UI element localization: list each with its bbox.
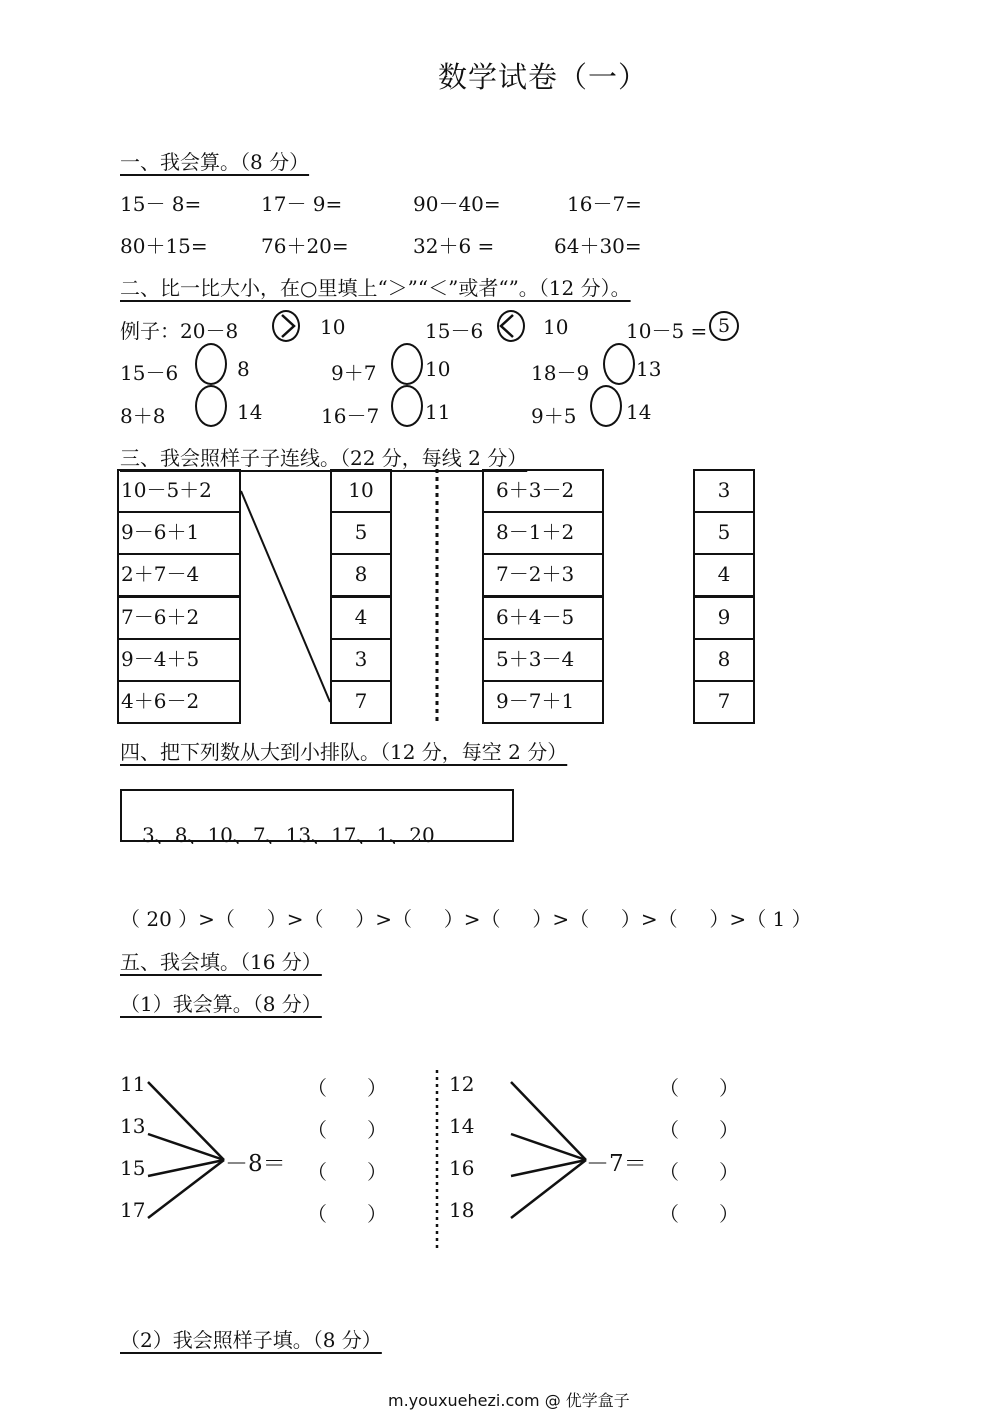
section-3-heading: 三、我会照样子子连线。（22 分，每线 2 分） bbox=[120, 446, 528, 470]
compare-right: 10 bbox=[425, 357, 451, 381]
match-answer-box[interactable]: 5 bbox=[330, 511, 392, 555]
subsection-2-heading: （2）我会照样子填。（8 分） bbox=[120, 1328, 382, 1352]
s1-item: 17－ 9= bbox=[261, 192, 343, 216]
s1-item: 16－7= bbox=[567, 192, 642, 216]
page-title: 数学试卷（一） bbox=[438, 60, 649, 94]
match-expression-box[interactable]: 6＋3－2 bbox=[482, 469, 604, 513]
answer-blank[interactable]: （ ） bbox=[307, 1118, 387, 1142]
ordering-blanks[interactable]: （ 20 ）>（ ）>（ ）>（ ）>（ ）>（ ）>（ ）>（ 1 ） bbox=[120, 907, 812, 931]
compare-left: 18－9 bbox=[531, 361, 590, 385]
answer-blank[interactable]: （ ） bbox=[659, 1118, 739, 1142]
match-expression-box[interactable]: 9－7＋1 bbox=[482, 680, 604, 724]
compare-right: 14 bbox=[237, 400, 263, 424]
s1-item: 64＋30= bbox=[554, 234, 642, 258]
match-expression-box[interactable]: 2＋7－4 bbox=[117, 553, 241, 597]
subsection-1-heading: （1）我会算。（8 分） bbox=[120, 992, 322, 1016]
subtract-operator: －8＝ bbox=[225, 1151, 286, 1177]
minuend-number: 11 bbox=[120, 1072, 146, 1096]
match-answer-box[interactable]: 4 bbox=[693, 553, 755, 597]
example-left: 10－5 = bbox=[626, 319, 708, 343]
less-than-glyph bbox=[501, 315, 513, 337]
s1-item: 90－40= bbox=[413, 192, 501, 216]
match-answer-box[interactable]: 7 bbox=[330, 680, 392, 724]
match-expression-box[interactable]: 10－5＋2 bbox=[117, 469, 241, 513]
match-answer-box[interactable]: 10 bbox=[330, 469, 392, 513]
match-expression-box[interactable]: 6＋4－5 bbox=[482, 596, 604, 640]
example-label: 例子：20－8 bbox=[120, 319, 239, 343]
match-expression-box[interactable]: 4＋6－2 bbox=[117, 680, 241, 724]
answer-blank[interactable]: （ ） bbox=[307, 1076, 387, 1100]
compare-left: 15－6 bbox=[120, 361, 179, 385]
match-answer-box[interactable]: 7 bbox=[693, 680, 755, 724]
match-answer-box[interactable]: 8 bbox=[693, 638, 755, 682]
match-expression-box[interactable]: 9－6＋1 bbox=[117, 511, 241, 555]
example-left: 15－6 bbox=[425, 319, 484, 343]
footer-watermark: m.youxuehezi.com @ 优学盒子 bbox=[388, 1391, 630, 1410]
s1-item: 15－ 8= bbox=[120, 192, 202, 216]
match-expression-box[interactable]: 5＋3－4 bbox=[482, 638, 604, 682]
match-answer-box[interactable]: 3 bbox=[330, 638, 392, 682]
section-1-heading: 一、我会算。（8 分） bbox=[120, 150, 310, 174]
section-2-heading: 二、比一比大小，在○里填上“＞”“＜”或者“”。（12 分）。 bbox=[120, 276, 631, 300]
match-answer-box[interactable]: 3 bbox=[693, 469, 755, 513]
match-expression-box[interactable]: 7－6＋2 bbox=[117, 596, 241, 640]
match-answer-box[interactable]: 8 bbox=[330, 553, 392, 597]
subtract-operator: －7＝ bbox=[586, 1151, 647, 1177]
compare-left: 8＋8 bbox=[120, 404, 166, 428]
match-answer-box[interactable]: 5 bbox=[693, 511, 755, 555]
minuend-number: 18 bbox=[449, 1198, 475, 1222]
answer-blank[interactable]: （ ） bbox=[307, 1160, 387, 1184]
number-set: 3、8、10、7、13、17、1、20 bbox=[142, 823, 435, 847]
minuend-number: 17 bbox=[120, 1198, 146, 1222]
example-right: 10 bbox=[543, 315, 569, 339]
match-answer-box[interactable]: 9 bbox=[693, 596, 755, 640]
match-answer-box[interactable]: 4 bbox=[330, 596, 392, 640]
compare-left: 9＋5 bbox=[531, 404, 577, 428]
compare-right: 14 bbox=[626, 400, 652, 424]
compare-right: 11 bbox=[425, 400, 451, 424]
answer-blank[interactable]: （ ） bbox=[659, 1076, 739, 1100]
compare-left: 9＋7 bbox=[331, 361, 377, 385]
answer-blank[interactable]: （ ） bbox=[659, 1160, 739, 1184]
greater-than-glyph bbox=[282, 315, 294, 337]
minuend-number: 13 bbox=[120, 1114, 146, 1138]
match-expression-box[interactable]: 9－4＋5 bbox=[117, 638, 241, 682]
minuend-number: 12 bbox=[449, 1072, 475, 1096]
s1-item: 80＋15= bbox=[120, 234, 208, 258]
compare-right: 8 bbox=[237, 357, 250, 381]
sample-match-line bbox=[241, 491, 330, 702]
compare-left: 16－7 bbox=[321, 404, 380, 428]
section-5-heading: 五、我会填。（16 分） bbox=[120, 950, 322, 974]
compare-right: 13 bbox=[636, 357, 662, 381]
example-circle-equal: 5 bbox=[709, 311, 739, 341]
answer-blank[interactable]: （ ） bbox=[307, 1202, 387, 1226]
match-expression-box[interactable]: 8－1＋2 bbox=[482, 511, 604, 555]
example-right: 10 bbox=[320, 315, 346, 339]
answer-blank[interactable]: （ ） bbox=[659, 1202, 739, 1226]
match-expression-box[interactable]: 7－2＋3 bbox=[482, 553, 604, 597]
minuend-number: 16 bbox=[449, 1156, 475, 1180]
section-4-heading: 四、把下列数从大到小排队。（12 分，每空 2 分） bbox=[120, 740, 568, 764]
s1-item: 32＋6 = bbox=[413, 234, 495, 258]
minuend-number: 14 bbox=[449, 1114, 475, 1138]
s1-item: 76＋20= bbox=[261, 234, 349, 258]
minuend-number: 15 bbox=[120, 1156, 146, 1180]
